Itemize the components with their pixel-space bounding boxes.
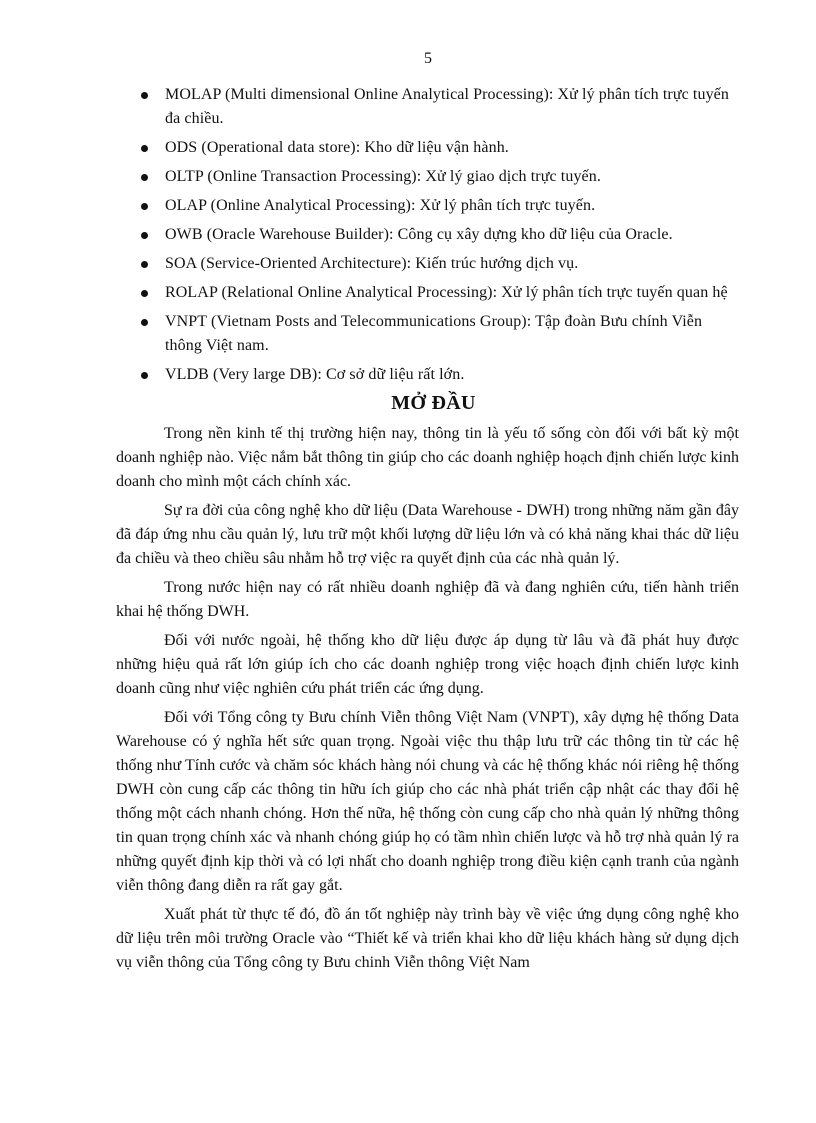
list-item xyxy=(116,136,739,160)
list-item-text: OLTP (Online Transaction Processing): Xử lý giao dịch trực tuyến. xyxy=(165,168,601,185)
bullet-icon xyxy=(141,232,148,239)
list-item-text: SOA (Service-Oriented Architecture): Kiến trúc hướng dịch vụ. xyxy=(165,255,579,272)
bullet-icon xyxy=(141,92,148,99)
bullet-icon xyxy=(141,372,148,379)
page-number: 5 xyxy=(424,50,432,67)
paragraph: Sự ra đời của công nghệ kho dữ liệu (Data Warehouse - DWH) trong những năm gần đây đã đáp ứng nhu cầu quản lý, lưu trữ một khối lượng dữ liệu lớn và có khả năng khai thác dữ liệu đa chiều và theo chiều sâu nhằm hỗ trợ việc ra quyết định của các nhà quản lý. xyxy=(116,502,739,567)
list-item xyxy=(116,252,739,276)
list-item-text: VLDB (Very large DB): Cơ sở dữ liệu rất lớn. xyxy=(165,366,465,383)
paragraph: Trong nền kinh tế thị trường hiện nay, thông tin là yếu tố sống còn đối với bất kỳ một doanh nghiệp nào. Việc nắm bắt thông tin giúp cho các doanh nghiệp hoạch định chiến lược kinh doanh cho mình một cách chính xác. xyxy=(116,425,739,490)
list-item-text: ROLAP (Relational Online Analytical Processing): Xử lý phân tích trực tuyến quan hệ xyxy=(165,284,728,301)
list-item xyxy=(116,83,739,131)
section-title: MỞ ĐẦU xyxy=(391,392,476,414)
paragraph: Trong nước hiện nay có rất nhiều doanh nghiệp đã và đang nghiên cứu, tiến hành triển khai hệ thống DWH. xyxy=(116,579,739,620)
list-item xyxy=(116,165,739,189)
abbreviation-list xyxy=(116,83,739,387)
bullet-icon xyxy=(141,145,148,152)
list-item xyxy=(116,363,739,387)
list-item-text: MOLAP (Multi dimensional Online Analytical Processing): Xử lý phân tích trực tuyến đa chiều. xyxy=(165,86,729,127)
page-content xyxy=(116,83,739,980)
list-item xyxy=(116,310,739,358)
bullet-icon xyxy=(141,174,148,181)
list-item xyxy=(116,194,739,218)
list-item-text: OWB (Oracle Warehouse Builder): Công cụ xây dựng kho dữ liệu của Oracle. xyxy=(165,226,673,243)
bullet-icon xyxy=(141,261,148,268)
list-item-text: OLAP (Online Analytical Processing): Xử lý phân tích trực tuyến. xyxy=(165,197,596,214)
paragraph: Xuất phát từ thực tế đó, đồ án tốt nghiệp này trình bày về việc ứng dụng công nghệ kho dữ liệu trên môi trường Oracle vào “Thiết kế và triển khai kho dữ liệu khách hàng sử dụng dịch vụ viễn thông của Tổng công ty Bưu chinh Viễn thông Việt Nam xyxy=(116,906,739,971)
bullet-icon xyxy=(141,319,148,326)
list-item xyxy=(116,281,739,305)
paragraph: Đối với nước ngoài, hệ thống kho dữ liệu được áp dụng từ lâu và đã phát huy được những hiệu quả rất lớn giúp ích cho các doanh nghiệp trong việc hoạch định chiến lược kinh doanh cũng như việc nghiên cứu phát triển các ứng dụng. xyxy=(116,632,739,697)
list-item-text: VNPT (Vietnam Posts and Telecommunications Group): Tập đoàn Bưu chính Viễn thông Việt nam. xyxy=(165,313,703,354)
list-item xyxy=(116,223,739,247)
list-item-text: ODS (Operational data store): Kho dữ liệu vận hành. xyxy=(165,139,509,156)
paragraph: Đối với Tổng công ty Bưu chính Viễn thông Việt Nam (VNPT), xây dựng hệ thống Data Warehouse có ý nghĩa hết sức quan trọng. Ngoài việc thu thập lưu trữ các thông tin từ các hệ thống như Tính cước và chăm sóc khách hàng nói chung và các hệ thống khác nói riêng hệ thống DWH còn cung cấp các thông tin hữu ích giúp cho các nhà phát triển cập nhật các thay đổi hệ thống một cách nhanh chóng. Hơn thế nữa, hệ thống còn cung cấp cho nhà quản lý những thông tin quan trọng chính xác và nhanh chóng giúp họ có tầm nhìn chiến lược và hỗ trợ nhà quản lý ra những quyết định kịp thời và có lợi nhất cho doanh nghiệp trong điều kiện cạnh tranh của ngành viễn thông đang diễn ra rất gay gắt. xyxy=(116,709,739,894)
bullet-icon xyxy=(141,290,148,297)
bullet-icon xyxy=(141,203,148,210)
